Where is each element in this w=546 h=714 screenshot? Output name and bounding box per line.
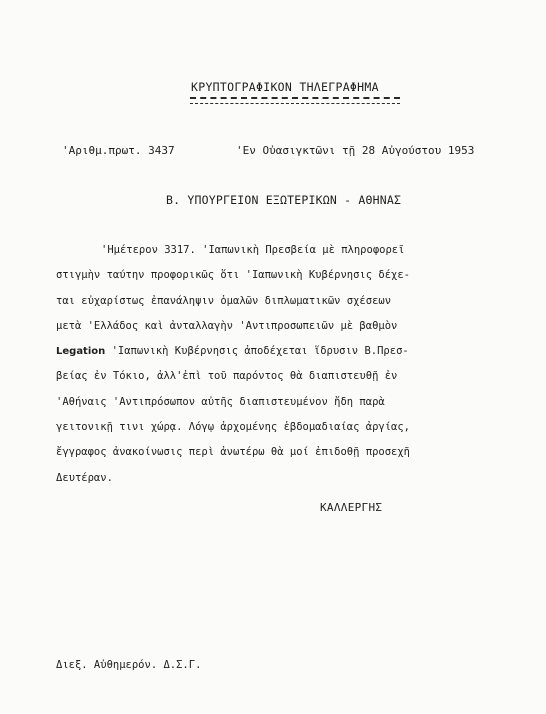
signature: ΚΑΛΛΕΡΓΗΣ (320, 501, 383, 514)
body-line: μετὰ 'Ελλάδος καὶ ἀνταλλαγὴν 'Αντιπροσωπειῶν μὲ βαθμὸν (56, 319, 398, 332)
telegram-body (56, 238, 526, 491)
latin-word: Legation (56, 346, 106, 358)
recipient-line: Β. ΥΠΟΥΡΓΕΙΟΝ ΕΞΩΤΕΡΙΚΩΝ - ΑΘΗΝΑΣ (166, 193, 402, 207)
body-line: Δευτέραν. (56, 471, 113, 484)
body-line: γειτονικῇ τινι χώρᾳ. Λόγῳ ἀρχομένης ἑβδομαδιαίας ἀργίας, (56, 421, 411, 434)
body-line-text: 'Ιαπωνικὴ Κυβέρνησις ἀποδέχεται ἵδρυσιν Β.Πρεσ- (111, 345, 409, 358)
protocol-number: 'Αριθμ.πρωτ. 3437 (62, 144, 175, 157)
body-line-with-latin (56, 339, 526, 364)
body-line: 'Ημέτερον 3317. 'Ιαπωνικὴ Πρεσβεία μὲ πληροφορεῖ (101, 244, 405, 256)
body-line: βείας ἐν Τόκιο, ἀλλ'ἐπὶ τοῦ παρόντος θὰ διαπιστευθῇ ἐν (56, 370, 398, 383)
body-line: ἔγγραφος ἀνακοίνωσις περὶ ἀνωτέρω θὰ μοί ἐπιδοθῇ προσεχῆ (56, 446, 411, 459)
body-line: ται εὐχαρίστως ἐπανάληψιν ὁμαλῶν διπλωματικῶν σχέσεων (56, 294, 392, 307)
body-line: 'Αθήναις 'Αντιπρόσωπον αὐτῆς διαπιστευμένον ἤδη παρὰ (56, 395, 385, 408)
body-line: στιγμὴν ταύτην προφορικῶς ὅτι 'Ιαπωνικὴ Κυβέρνησις δέχε- (56, 269, 411, 282)
document-title: ΚΡΥΠΤΟΓΡΑΦΙΚΟΝ ΤΗΛΕΓΡΑΦΗΜΑ (191, 80, 379, 94)
distribution-note: Διεξ. Αὐθημερόν. Δ.Σ.Γ. (56, 659, 202, 671)
place-and-date: 'Εν Οὐασιγκτῶνι τῇ 28 Αὐγούστου 1953 (236, 144, 475, 157)
title-underline (190, 97, 400, 104)
